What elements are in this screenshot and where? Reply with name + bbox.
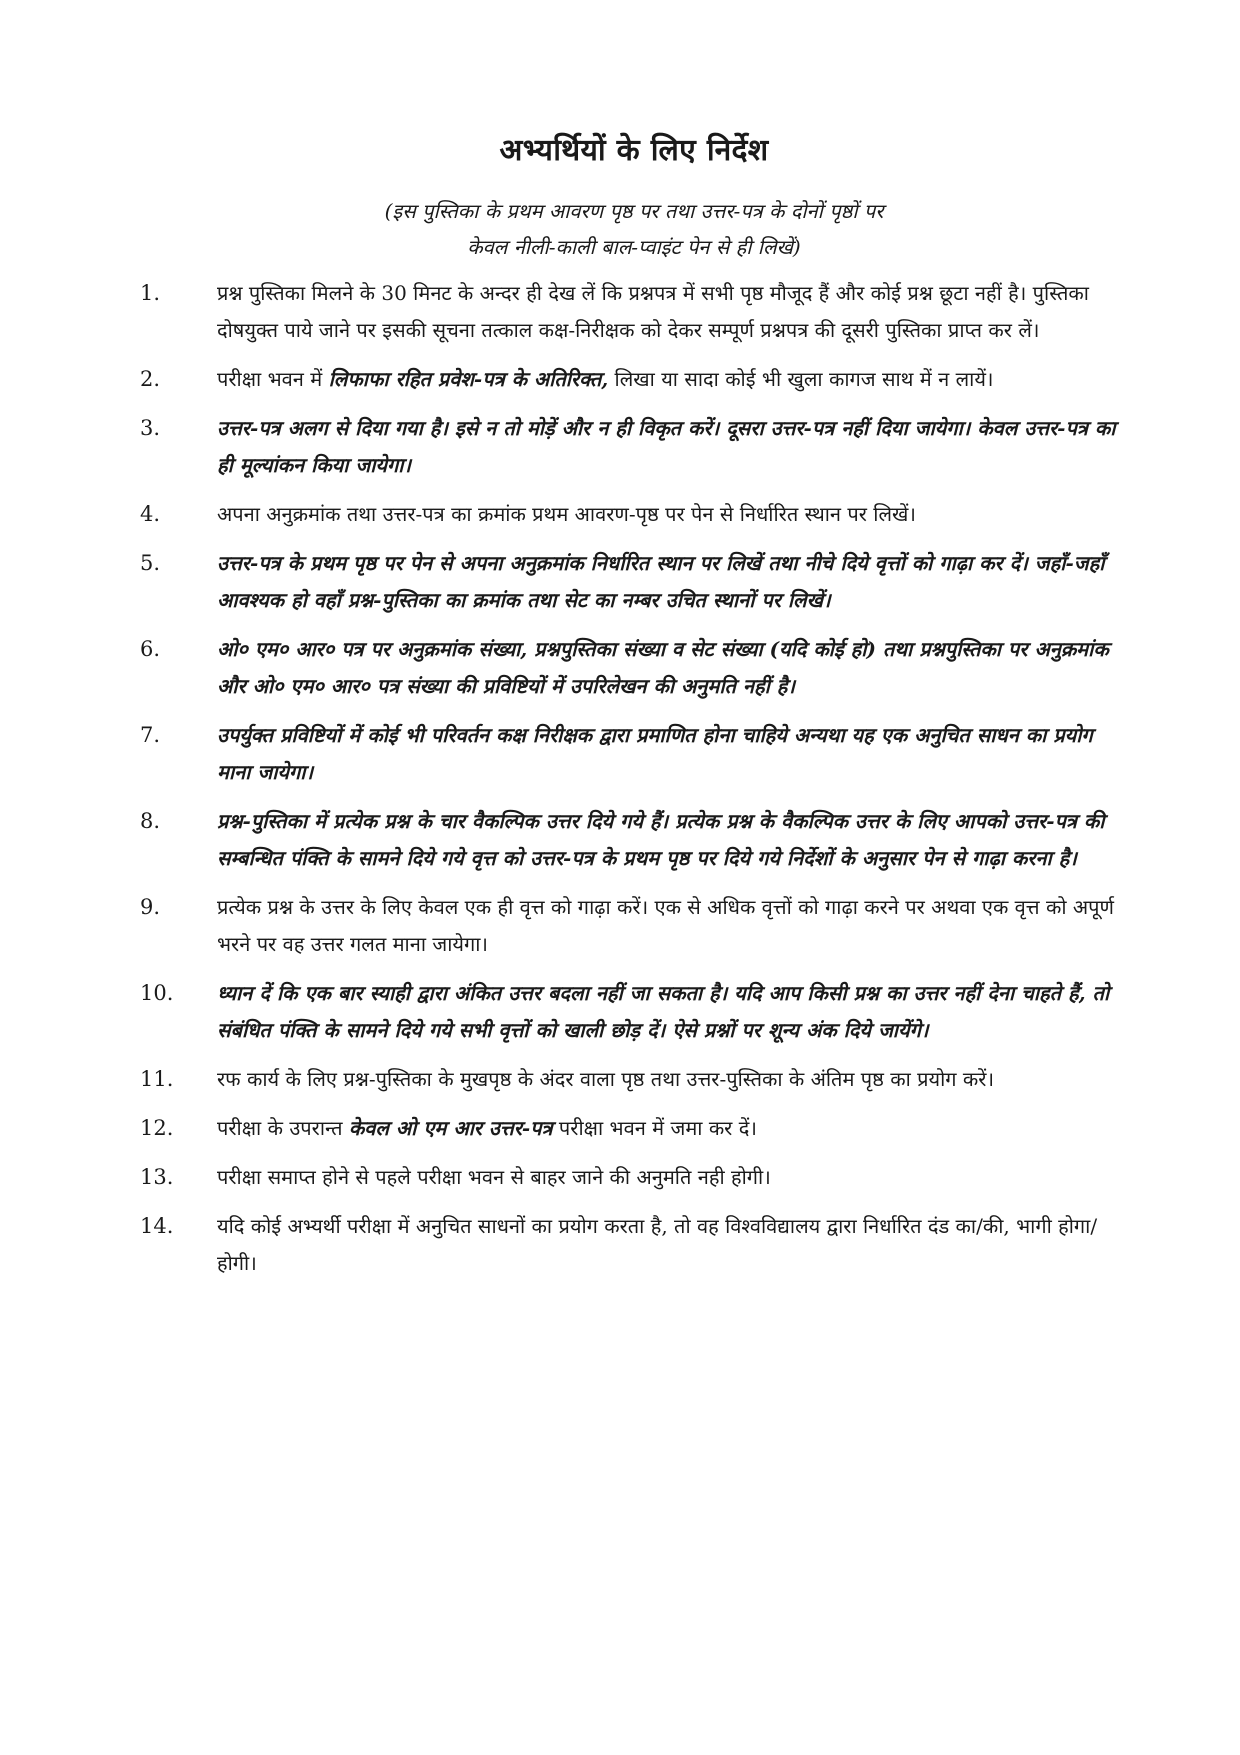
instruction-text: उत्तर-पत्र अलग से दिया गया है। इसे न तो मोड़ें और न ही विकृत करें। दूसरा उत्तर-पत्र नहीं दिया जायेगा। केवल उत्तर-पत्र का ही मूल्यांकन किया जायेगा। xyxy=(217,416,1116,477)
instruction-number: 6. xyxy=(140,637,161,661)
instruction-number: 10. xyxy=(140,981,174,1005)
instruction-text xyxy=(217,361,1128,398)
instruction-item-10 xyxy=(140,975,1128,1049)
instruction-number: 14. xyxy=(140,1214,174,1238)
instruction-text-emphasis: लिफाफा रहित प्रवेश-पत्र के अतिरिक्त, xyxy=(328,367,609,391)
instruction-number: 5. xyxy=(140,551,161,575)
instruction-item-11 xyxy=(140,1061,1128,1098)
instruction-number: 11. xyxy=(140,1067,174,1091)
instruction-text: ओ० एम० आर० पत्र पर अनुक्रमांक संख्या, प्रश्नपुस्तिका संख्या व सेट संख्या (यदि कोई हो) तथा प्रश्नपुस्तिका पर अनुक्रमांक और ओ० एम० आर० पत्र संख्या की प्रविष्टियों में उपरिलेखन की अनुमति नहीं है। xyxy=(217,637,1109,698)
instruction-text xyxy=(217,1110,1128,1147)
instruction-text: अपना अनुक्रमांक तथा उत्तर-पत्र का क्रमांक प्रथम आवरण-पृष्ठ पर पेन से निर्धारित स्थान पर लिखें। xyxy=(217,502,916,526)
instruction-item-3 xyxy=(140,410,1128,484)
instruction-text: प्रत्येक प्रश्न के उत्तर के लिए केवल एक ही वृत्त को गाढ़ा करें। एक से अधिक वृत्तों को गाढ़ा करने पर अथवा एक वृत्त को अपूर्ण भरने पर वह उत्तर गलत माना जायेगा। xyxy=(217,895,1114,956)
instructions-list xyxy=(140,275,1128,1282)
page-title: अभ्यर्थियों के लिए निर्देश xyxy=(499,133,769,168)
instruction-text: परीक्षा समाप्त होने से पहले परीक्षा भवन से बाहर जाने की अनुमति नही होगी। xyxy=(217,1165,771,1189)
instruction-text: उपर्युक्त प्रविष्टियों में कोई भी परिवर्तन कक्ष निरीक्षक द्वारा प्रमाणित होना चाहिये अन्यथा यह एक अनुचित साधन का प्रयोग माना जायेगा। xyxy=(217,723,1093,784)
instruction-text-part: परीक्षा भवन में xyxy=(217,367,329,391)
instruction-item-12 xyxy=(140,1110,1128,1147)
instruction-text: रफ कार्य के लिए प्रश्न-पुस्तिका के मुखपृष्ठ के अंदर वाला पृष्ठ तथा उत्तर-पुस्तिका के अंतिम पृष्ठ का प्रयोग करें। xyxy=(217,1067,995,1091)
instruction-item-9 xyxy=(140,889,1128,963)
instruction-text-emphasis: केवल ओ एम आर उत्तर-पत्र xyxy=(348,1116,553,1140)
instruction-number: 9. xyxy=(140,895,161,919)
instruction-item-6 xyxy=(140,631,1128,705)
instruction-number: 7. xyxy=(140,723,161,747)
instruction-item-1 xyxy=(140,275,1128,349)
subtitle-line-2: केवल नीली-काली बाल-प्वाइंट पेन से ही लिखें) xyxy=(467,235,801,259)
instruction-number: 3. xyxy=(140,416,161,440)
instruction-text: यदि कोई अभ्यर्थी परीक्षा में अनुचित साधनों का प्रयोग करता है, तो वह विश्वविद्यालय द्वारा निर्धारित दंड का/की, भागी होगा/होगी। xyxy=(217,1214,1098,1275)
instruction-number: 1. xyxy=(140,281,161,305)
instruction-item-2 xyxy=(140,361,1128,398)
instruction-number: 2. xyxy=(140,367,161,391)
page-subtitle xyxy=(140,193,1128,265)
instruction-number: 12. xyxy=(140,1116,174,1140)
instruction-item-7 xyxy=(140,717,1128,791)
instruction-item-14 xyxy=(140,1208,1128,1282)
instruction-item-13 xyxy=(140,1159,1128,1196)
instruction-text: उत्तर-पत्र के प्रथम पृष्ठ पर पेन से अपना अनुक्रमांक निर्धारित स्थान पर लिखें तथा नीचे दिये वृत्तों को गाढ़ा कर दें। जहाँ-जहाँ आवश्यक हो वहाँ प्रश्न-पुस्तिका का क्रमांक तथा सेट का नम्बर उचित स्थानों पर लिखें। xyxy=(217,551,1105,612)
instruction-text-part: परीक्षा भवन में जमा कर दें। xyxy=(552,1116,757,1140)
instruction-text-part: परीक्षा के उपरान्त xyxy=(217,1116,349,1140)
instruction-text-part: लिखा या सादा कोई भी खुला कागज साथ में न लायें। xyxy=(608,367,994,391)
instruction-number: 4. xyxy=(140,502,161,526)
instruction-number: 13. xyxy=(140,1165,174,1189)
instruction-number: 8. xyxy=(140,809,161,833)
instruction-item-8 xyxy=(140,803,1128,877)
instruction-text: ध्यान दें कि एक बार स्याही द्वारा अंकित उत्तर बदला नहीं जा सकता है। यदि आप किसी प्रश्न का उत्तर नहीं देना चाहते हैं, तो संबंधित पंक्ति के सामने दिये गये सभी वृत्तों को खाली छोड़ दें। ऐसे प्रश्नों पर शून्य अंक दिये जायेंगे। xyxy=(217,981,1110,1042)
instruction-text: प्रश्न पुस्तिका मिलने के 30 मिनट के अन्दर ही देख लें कि प्रश्नपत्र में सभी पृष्ठ मौजूद हैं और कोई प्रश्न छूटा नहीं है। पुस्तिका दोषयुक्त पाये जाने पर इसकी सूचना तत्काल कक्ष-निरीक्षक को देकर सम्पूर्ण प्रश्नपत्र की दूसरी पुस्तिका प्राप्त कर लें। xyxy=(217,281,1089,342)
instruction-item-5 xyxy=(140,545,1128,619)
instruction-text: प्रश्न-पुस्तिका में प्रत्येक प्रश्न के चार वैकल्पिक उत्तर दिये गये हैं। प्रत्येक प्रश्न के वैकल्पिक उत्तर के लिए आपको उत्तर-पत्र की सम्बन्धित पंक्ति के सामने दिये गये वृत्त को उत्तर-पत्र के प्रथम पृष्ठ पर दिये गये निर्देशों के अनुसार पेन से गाढ़ा करना है। xyxy=(217,809,1105,870)
instruction-item-4 xyxy=(140,496,1128,533)
subtitle-line-1: (इस पुस्तिका के प्रथम आवरण पृष्ठ पर तथा उत्तर-पत्र के दोनों पृष्ठों पर xyxy=(384,199,884,223)
